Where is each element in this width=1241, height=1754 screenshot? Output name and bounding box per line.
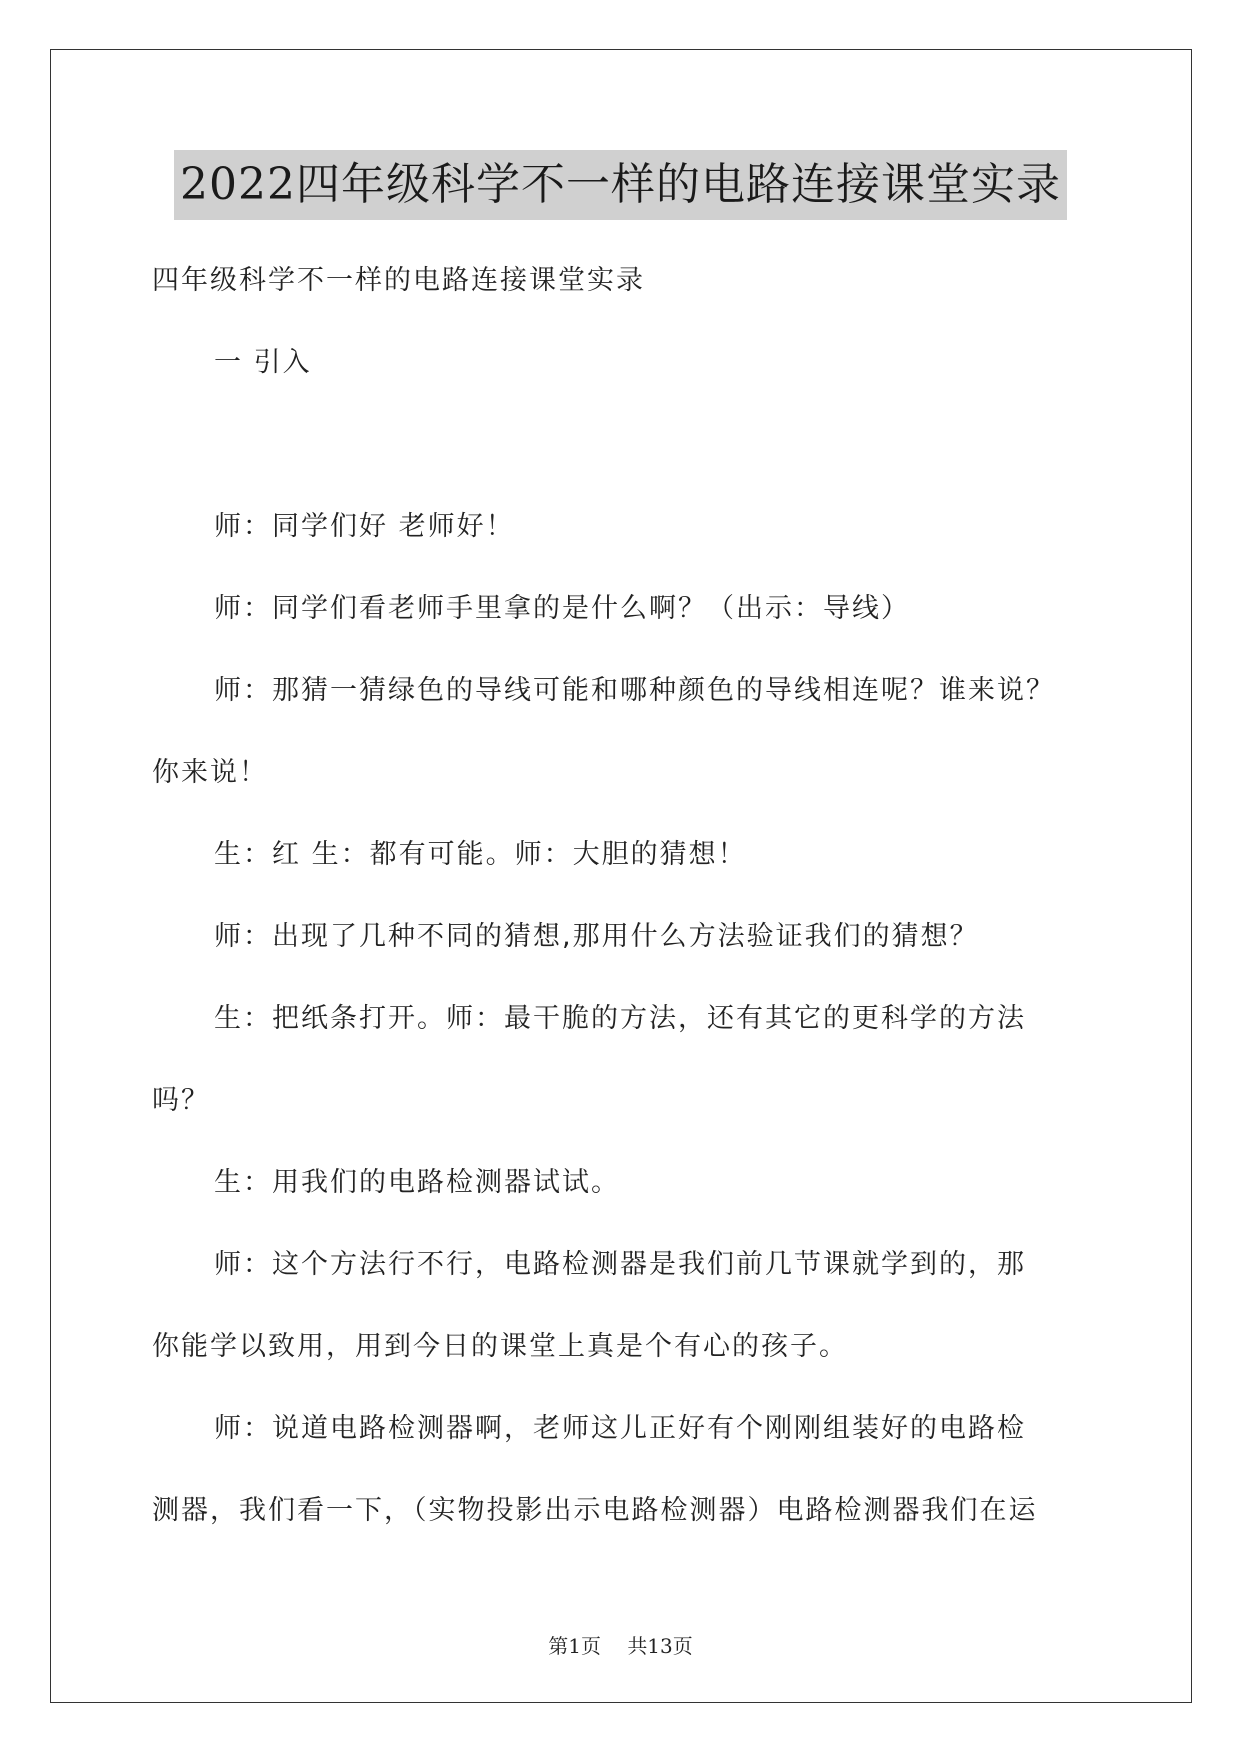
paragraph-line: 生：红 生：都有可能。师：大胆的猜想！ [214, 839, 747, 870]
document-body [152, 240, 1092, 1552]
paragraph-line: 师：同学们好 老师好！ [214, 511, 515, 542]
paragraph-line: 师：说道电路检测器啊，老师这儿正好有个刚刚组装好的电路检 [214, 1413, 1026, 1444]
paragraph-line: 一 引入 [214, 347, 312, 378]
paragraph-line: 生：把纸条打开。师：最干脆的方法，还有其它的更科学的方法 [214, 1003, 1026, 1034]
blank-line [152, 404, 1092, 486]
paragraph-line: 师：这个方法行不行，电路检测器是我们前几节课就学到的，那 [214, 1249, 1026, 1280]
page-total: 共13页 [627, 1634, 693, 1658]
page-number: 第1页 [548, 1634, 601, 1658]
paragraph-line: 吗？ [152, 1085, 210, 1116]
paragraph-line: 测器，我们看一下，（实物投影出示电路检测器）电路检测器我们在运 [152, 1495, 1038, 1526]
title-container [0, 150, 1241, 220]
paragraph-line: 师：同学们看老师手里拿的是什么啊？（出示：导线） [214, 593, 910, 624]
document-title: 2022四年级科学不一样的电路连接课堂实录 [174, 150, 1067, 220]
paragraph-line: 师：那猜一猜绿色的导线可能和哪种颜色的导线相连呢？谁来说？ [214, 675, 1055, 706]
paragraph-line: 师：出现了几种不同的猜想,那用什么方法验证我们的猜想？ [214, 921, 979, 952]
page-footer [0, 1630, 1241, 1659]
paragraph-line: 生：用我们的电路检测器试试。 [214, 1167, 620, 1198]
paragraph-line: 你能学以致用，用到今日的课堂上真是个有心的孩子。 [152, 1331, 848, 1362]
paragraph-line: 四年级科学不一样的电路连接课堂实录 [152, 265, 645, 296]
paragraph-line: 你来说！ [152, 757, 268, 788]
